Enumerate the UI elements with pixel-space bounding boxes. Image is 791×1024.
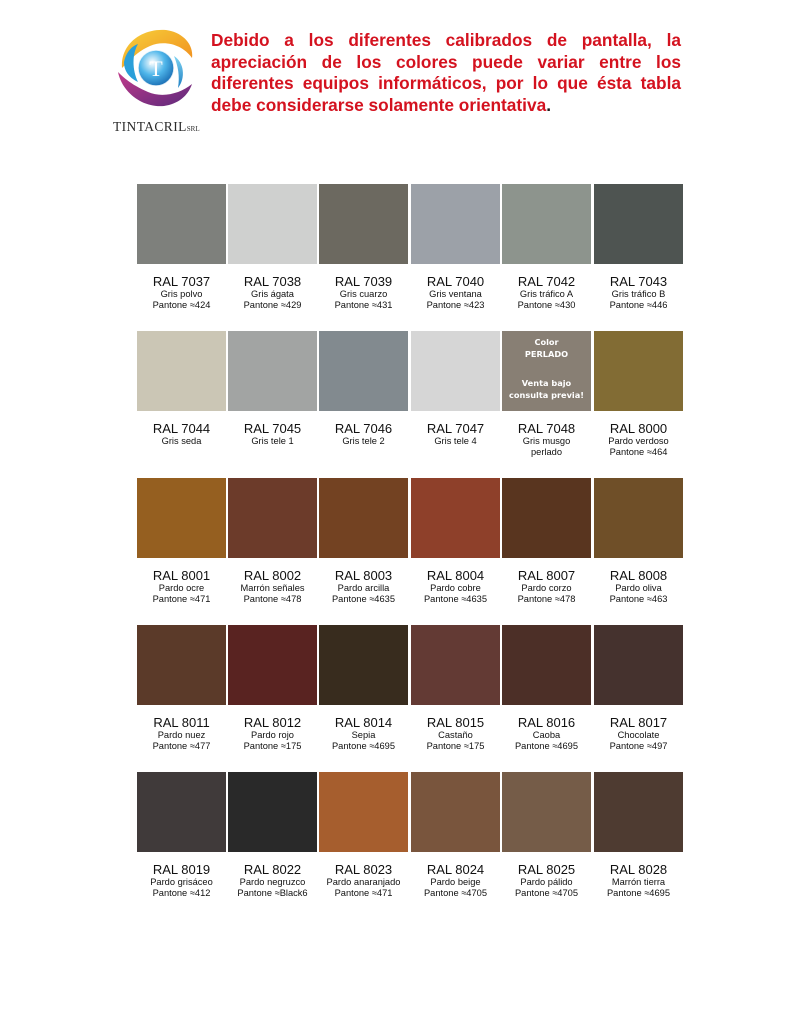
ral-code: RAL 8019	[152, 862, 211, 877]
color-swatch	[411, 331, 500, 411]
ral-code: RAL 8011	[153, 715, 210, 730]
color-card	[228, 478, 317, 606]
color-name: Pardo verdoso	[608, 436, 669, 446]
color-swatch	[228, 331, 317, 411]
color-row	[137, 772, 685, 919]
color-label	[594, 274, 683, 312]
color-name: Marrón tierra	[611, 877, 666, 887]
ral-code: RAL 8023	[334, 862, 393, 877]
color-label	[319, 274, 408, 312]
pantone-equivalent: Pantone ≈429	[243, 300, 302, 311]
color-card	[594, 331, 683, 459]
color-label	[228, 274, 317, 312]
color-card	[137, 184, 226, 312]
color-label	[319, 568, 408, 606]
ral-code: RAL 7038	[243, 274, 302, 289]
color-label	[502, 715, 591, 753]
color-name: Pardo negruzco	[239, 877, 306, 887]
color-label	[228, 715, 317, 753]
ral-code: RAL 8012	[243, 715, 302, 730]
color-swatch	[502, 772, 591, 852]
color-card	[594, 772, 683, 900]
pantone-equivalent: Pantone ≈431	[334, 300, 393, 311]
color-swatch	[411, 184, 500, 264]
color-swatch	[137, 478, 226, 558]
color-card	[319, 478, 408, 606]
pantone-equivalent: Pantone ≈478	[517, 594, 576, 605]
color-name: Pardo anaranjado	[326, 877, 401, 887]
color-card	[319, 184, 408, 312]
color-label	[411, 862, 500, 900]
ral-code: RAL 8016	[517, 715, 576, 730]
ral-code: RAL 8017	[609, 715, 668, 730]
color-label	[228, 568, 317, 606]
brand-suffix: SRL	[186, 125, 200, 133]
color-swatch	[319, 478, 408, 558]
color-swatch	[137, 184, 226, 264]
ral-code: RAL 8000	[609, 421, 668, 436]
color-card	[228, 331, 317, 447]
color-card	[137, 772, 226, 900]
color-swatch	[411, 625, 500, 705]
color-card	[502, 772, 591, 900]
color-card	[228, 184, 317, 312]
ral-code: RAL 8002	[243, 568, 302, 583]
color-card	[502, 331, 591, 459]
color-swatch	[411, 478, 500, 558]
pantone-equivalent: Pantone ≈412	[152, 888, 211, 899]
color-name: Pardo nuez	[157, 730, 206, 740]
color-name: Castaño	[438, 730, 473, 740]
color-label	[594, 862, 683, 900]
color-swatch	[319, 331, 408, 411]
color-label	[411, 715, 500, 753]
ral-code: RAL 7047	[426, 421, 485, 436]
brand-name-text: TINTACRIL	[113, 119, 187, 134]
color-name: Pardo pálido	[520, 877, 573, 887]
color-label	[594, 715, 683, 753]
ral-code: RAL 7039	[334, 274, 393, 289]
color-label	[137, 568, 226, 606]
ral-code: RAL 7037	[152, 274, 211, 289]
color-card	[137, 331, 226, 447]
color-label	[319, 715, 408, 753]
ral-code: RAL 7043	[609, 274, 668, 289]
pearl-notice-line: Venta bajo	[521, 378, 572, 388]
pantone-equivalent: Pantone ≈4635	[331, 594, 395, 605]
pantone-equivalent: Pantone ≈423	[426, 300, 485, 311]
color-name: Chocolate	[617, 730, 660, 740]
color-card	[411, 772, 500, 900]
color-swatch	[594, 184, 683, 264]
pantone-equivalent: Pantone ≈4705	[423, 888, 487, 899]
color-swatch	[228, 772, 317, 852]
color-swatch	[137, 772, 226, 852]
color-card	[137, 478, 226, 606]
ral-code: RAL 7045	[243, 421, 302, 436]
color-name: Gris polvo	[160, 289, 203, 299]
color-card	[411, 478, 500, 606]
calibration-notice-period: .	[546, 94, 552, 115]
color-row	[137, 625, 685, 772]
color-name: Gris ágata	[251, 289, 294, 299]
pantone-equivalent: Pantone ≈478	[243, 594, 302, 605]
color-swatch	[319, 184, 408, 264]
color-swatch	[228, 625, 317, 705]
pantone-equivalent: Pantone ≈446	[609, 300, 668, 311]
color-name: Sepia	[351, 730, 376, 740]
color-label	[319, 862, 408, 900]
ral-code: RAL 7040	[426, 274, 485, 289]
calibration-notice	[211, 30, 681, 116]
color-name: Pardo beige	[430, 877, 481, 887]
ral-code: RAL 8004	[426, 568, 485, 583]
color-name: Pardo grisáceo	[150, 877, 213, 887]
color-name: Gris tele 4	[434, 436, 477, 446]
ral-code: RAL 8022	[243, 862, 302, 877]
color-card	[502, 478, 591, 606]
pearl-notice	[502, 331, 591, 411]
ral-code: RAL 8003	[334, 568, 393, 583]
color-label	[137, 862, 226, 900]
pantone-equivalent: Pantone ≈175	[426, 741, 485, 752]
color-label	[502, 568, 591, 606]
color-swatch	[137, 331, 226, 411]
color-name: Gris seda	[161, 436, 202, 446]
color-label	[411, 421, 500, 447]
pantone-equivalent: Pantone ≈497	[609, 741, 668, 752]
ral-code: RAL 8015	[426, 715, 485, 730]
color-card	[594, 184, 683, 312]
color-label	[411, 274, 500, 312]
color-label	[594, 568, 683, 606]
color-swatch	[319, 772, 408, 852]
color-swatch	[594, 331, 683, 411]
color-swatch	[502, 625, 591, 705]
ral-code: RAL 8014	[334, 715, 393, 730]
color-swatch	[594, 772, 683, 852]
color-swatch	[502, 478, 591, 558]
color-name: Caoba	[532, 730, 561, 740]
pantone-equivalent: Pantone ≈4705	[514, 888, 578, 899]
color-label	[137, 421, 226, 447]
color-card	[319, 331, 408, 447]
color-name: Gris musgo	[522, 436, 571, 446]
color-label	[502, 421, 591, 459]
pantone-equivalent: Pantone ≈4635	[423, 594, 487, 605]
color-card	[319, 625, 408, 753]
ral-code: RAL 7042	[517, 274, 576, 289]
color-card	[594, 625, 683, 753]
ral-code: RAL 7048	[517, 421, 576, 436]
color-name: Pardo ocre	[158, 583, 205, 593]
brand-name	[113, 119, 200, 135]
color-name: Pardo rojo	[251, 730, 294, 740]
pearl-notice-line: PERLADO	[524, 349, 569, 359]
color-name: Marrón señales	[240, 583, 305, 593]
pantone-equivalent: Pantone ≈464	[609, 447, 668, 458]
ral-code: RAL 8025	[517, 862, 576, 877]
color-label	[137, 274, 226, 312]
pantone-equivalent: Pantone ≈477	[152, 741, 211, 752]
color-swatch	[137, 625, 226, 705]
color-name: Gris tráfico A	[519, 289, 574, 299]
pantone-equivalent: Pantone ≈424	[152, 300, 211, 311]
color-card	[228, 772, 317, 900]
color-card	[502, 184, 591, 312]
pantone-equivalent: Pantone ≈471	[334, 888, 393, 899]
color-name: Pardo cobre	[430, 583, 481, 593]
color-card	[411, 184, 500, 312]
color-name: Gris tele 2	[342, 436, 385, 446]
color-label	[502, 274, 591, 312]
pantone-equivalent: Pantone ≈463	[609, 594, 668, 605]
color-swatch	[319, 625, 408, 705]
color-card	[137, 625, 226, 753]
color-name: Pardo corzo	[521, 583, 572, 593]
color-name: Gris cuarzo	[339, 289, 388, 299]
tintacril-logo	[108, 22, 200, 114]
pantone-equivalent: Pantone ≈471	[152, 594, 211, 605]
logo-letter: T	[149, 56, 163, 81]
color-card	[502, 625, 591, 753]
calibration-notice-text: Debido a los diferentes calibrados de pantalla, la apreciación de los colores puede variar entre los diferentes equipos informáticos, por lo que ésta tabla debe considerarse solamente orientativa	[211, 30, 681, 115]
color-swatch	[502, 331, 591, 411]
color-swatch	[502, 184, 591, 264]
ral-code: RAL 8001	[152, 568, 211, 583]
pantone-equivalent: Pantone ≈430	[517, 300, 576, 311]
color-name: Gris tele 1	[251, 436, 294, 446]
color-row	[137, 184, 685, 331]
pantone-equivalent: Pantone ≈175	[243, 741, 302, 752]
color-name: Gris ventana	[429, 289, 482, 299]
pearl-notice-line: consulta previa!	[509, 390, 584, 400]
color-label	[319, 421, 408, 447]
color-card	[594, 478, 683, 606]
color-row	[137, 331, 685, 478]
color-card	[411, 331, 500, 447]
color-swatch	[594, 478, 683, 558]
color-card	[228, 625, 317, 753]
ral-code: RAL 8007	[517, 568, 576, 583]
ral-code: RAL 7046	[334, 421, 393, 436]
color-name: Pardo oliva	[615, 583, 662, 593]
ral-code: RAL 7044	[152, 421, 211, 436]
color-row	[137, 478, 685, 625]
color-label	[594, 421, 683, 459]
pantone-equivalent: Pantone ≈4695	[331, 741, 395, 752]
color-card	[411, 625, 500, 753]
color-chart	[137, 184, 685, 919]
ral-code: RAL 8024	[426, 862, 485, 877]
color-swatch	[228, 184, 317, 264]
ral-code: RAL 8028	[609, 862, 668, 877]
color-swatch	[594, 625, 683, 705]
pearl-notice-line: Color	[534, 337, 559, 347]
color-swatch	[411, 772, 500, 852]
color-label	[411, 568, 500, 606]
color-name-continued: perlado	[530, 447, 562, 458]
color-label	[502, 862, 591, 900]
color-label	[137, 715, 226, 753]
color-swatch	[228, 478, 317, 558]
color-name: Pardo arcilla	[337, 583, 390, 593]
pantone-equivalent: Pantone ≈4695	[606, 888, 670, 899]
pantone-equivalent: Pantone ≈Black6	[237, 888, 308, 899]
color-card	[319, 772, 408, 900]
color-label	[228, 421, 317, 447]
pantone-equivalent: Pantone ≈4695	[514, 741, 578, 752]
ral-code: RAL 8008	[609, 568, 668, 583]
logo-icon	[108, 22, 200, 114]
color-label	[228, 862, 317, 900]
color-name: Gris tráfico B	[611, 289, 666, 299]
